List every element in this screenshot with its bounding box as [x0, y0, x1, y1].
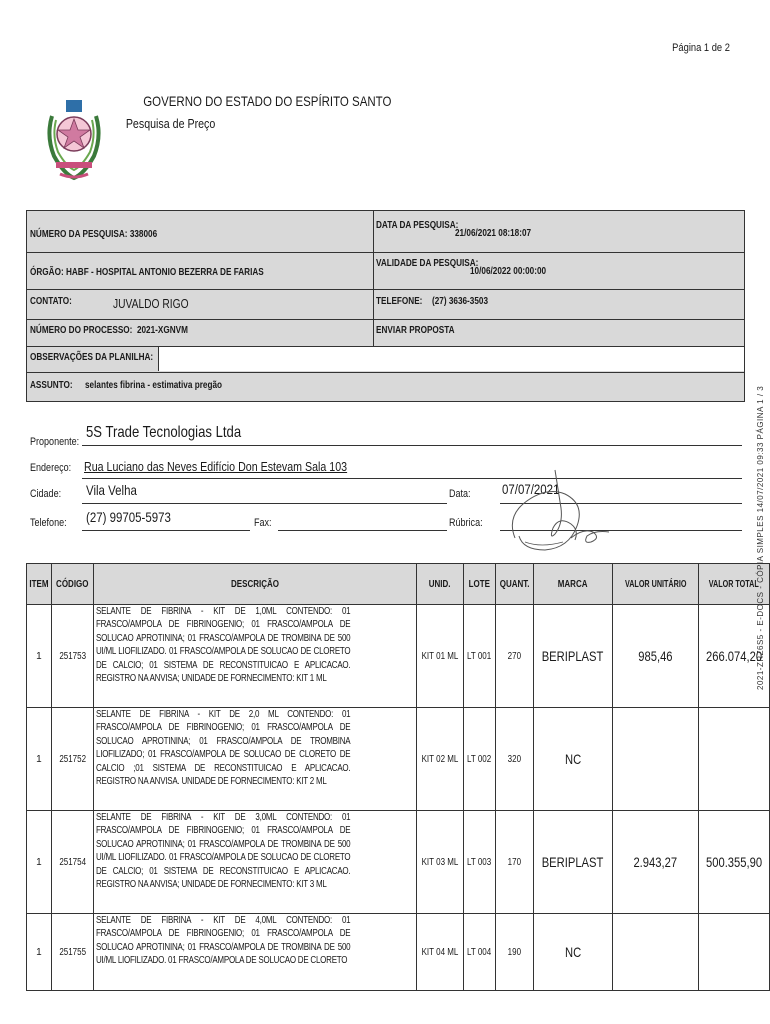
cell-codigo: 251753 [51, 605, 93, 708]
document-subtitle: Pesquisa de Preço [125, 116, 216, 131]
contato-label: CONTATO: [30, 295, 72, 307]
orgao-label: ÓRGÃO: HABF - HOSPITAL ANTONIO BEZERRA DE FARIAS [30, 266, 264, 278]
research-info-table [26, 210, 745, 402]
cell-item: 1 [27, 605, 52, 708]
cell-marca: NC [533, 708, 612, 811]
contato-value: JUVALDO RIGO [113, 297, 189, 311]
proponente-label: Proponente: [30, 436, 80, 448]
cell-codigo: 251755 [51, 914, 93, 991]
numero-label: NÚMERO DA PESQUISA: 338006 [30, 228, 158, 240]
cell-codigo: 251754 [51, 811, 93, 914]
col-header-valor-total: VALOR TOTAL [698, 564, 769, 605]
cell-valor-unitario: 985,46 [612, 605, 698, 708]
enviar-proposta-label: ENVIAR PROPOSTA [376, 324, 455, 336]
cell-marca: BERIPLAST [533, 811, 612, 914]
cidade-value: Vila Velha [86, 482, 137, 498]
validade-label: VALIDADE DA PESQUISA: [376, 257, 479, 269]
cell-descricao: SELANTE DE FIBRINA - KIT DE 4,0ML CONTENDO: 01 FRASCO/AMPOLA DE FIBRINOGENIO; 01 FRASCO/AMPOLA DE SOLUCAO APROTININA; 01 FRASCO/AMPOLA DE TROMBINA DE 500 UI/ML LIOFILIZADO. 01 FRASCO/AMPOLA DE SOLUCAO DE CLORETO [93, 914, 416, 991]
cell-descricao: SELANTE DE FIBRINA - KIT DE 3,0ML CONTENDO: 01 FRASCO/AMPOLA DE FIBRINOGENIO; 01 FRASCO/AMPOLA DE SOLUCAO APROTININA; 01 FRASCO/AMPOLA DE TROMBINA DE 500 UI/ML LIOFILIZADO. 01 FRASCO/AMPOLA DE SOLUCAO DE CLORETO DE CALCIO; 01 SISTEMA DE RECONSTITUICAO E APLICACAO. REGISTRO NA ANVISA; UNIDADE DE FORNECIMENTO: KIT 3 ML [93, 811, 416, 914]
data-pesquisa-label: DATA DA PESQUISA: [376, 219, 459, 231]
edocs-side-stamp: 2021-ZRZ6S5 - E-DOCS - CÓPIA SIMPLES 14/07/2021 09:33 PÁGINA 1 / 3 [756, 385, 765, 690]
fax-label: Fax: [254, 517, 272, 529]
assunto-label: ASSUNTO: [30, 379, 73, 391]
cell-marca: BERIPLAST [533, 605, 612, 708]
col-header-marca: MARCA [533, 564, 612, 605]
data-pesquisa-value: 21/06/2021 08:18:07 [455, 227, 532, 239]
cell-codigo: 251752 [51, 708, 93, 811]
cell-unid: KIT 02 ML [416, 708, 463, 811]
endereco-value: Rua Luciano das Neves Edifício Don Estevam Sala 103 [84, 459, 348, 474]
cell-lote: LT 004 [463, 914, 495, 991]
cell-descricao: SELANTE DE FIBRINA - KIT DE 2,0 ML CONTENDO: 01 FRASCO/AMPOLA DE FIBRINOGENIO; 01 FRASCO/AMPOLA DE SOLUCAO APROTININA; 01 FRASCO/AMPOLA DE TROMBINA LIOFILIZADO; 01 FRASCO/AMPOLA DE SOLUCAO DE CLORETO DE CALCIO ;01 SISTEMA DE RECONSTITUICAO E APLICACAO. REGISTRO NA ANVISA. UNIDADE DE FORNECIMENTO: KIT 2 ML [93, 708, 416, 811]
processo-value: 2021-XGNVM [136, 324, 188, 336]
observacoes-label: OBSERVAÇÕES DA PLANILHA: [30, 351, 154, 363]
telefone-value: (27) 3636-3503 [432, 295, 489, 307]
table-header-row [27, 564, 770, 605]
rubrica-label: Rúbrica: [449, 517, 483, 529]
col-header-descricao: DESCRIÇÃO [93, 564, 416, 605]
cell-valor-total [698, 708, 769, 811]
cell-lote: LT 002 [463, 708, 495, 811]
col-header-valor-unitario: VALOR UNITÁRIO [612, 564, 698, 605]
cell-quant: 320 [495, 708, 533, 811]
table-row [27, 811, 770, 914]
observacoes-field [158, 347, 744, 371]
signature-icon [505, 468, 615, 560]
cell-unid: KIT 03 ML [416, 811, 463, 914]
processo-label: NÚMERO DO PROCESSO: 2021-XGNVM [30, 324, 188, 336]
col-header-lote: LOTE [463, 564, 495, 605]
col-header-codigo: CÓDIGO [51, 564, 93, 605]
col-header-item: ITEM [27, 564, 52, 605]
cell-quant: 170 [495, 811, 533, 914]
cell-quant: 270 [495, 605, 533, 708]
validade-value: 10/06/2022 00:00:00 [470, 265, 547, 277]
cell-valor-unitario [612, 708, 698, 811]
table-row [27, 708, 770, 811]
numero-value: 338006 [129, 228, 158, 240]
telefone-form-label: Telefone: [30, 517, 67, 529]
proponente-value: 5S Trade Tecnologias Ltda [86, 424, 242, 441]
cell-unid: KIT 04 ML [416, 914, 463, 991]
cidade-label: Cidade: [30, 488, 62, 500]
endereco-label: Endereço: [30, 462, 72, 474]
cell-valor-unitario [612, 914, 698, 991]
cell-quant: 190 [495, 914, 533, 991]
cell-valor-total: 266.074,20 [698, 605, 769, 708]
government-title: GOVERNO DO ESTADO DO ESPÍRITO SANTO [143, 93, 392, 109]
page-number: Página 1 de 2 [672, 42, 730, 54]
cell-valor-total: 500.355,90 [698, 811, 769, 914]
coat-of-arms-icon [44, 86, 104, 182]
cell-descricao: SELANTE DE FIBRINA - KIT DE 1,0ML CONTENDO: 01 FRASCO/AMPOLA DE FIBRINOGENIO; 01 FRASCO/AMPOLA DE SOLUCAO APROTININA; 01 FRASCO/AMPOLA DE TROMBINA DE 500 UI/ML LIOFILIZADO. 01 FRASCO/AMPOLA DE SOLUCAO DE CLORETO DE CALCIO; 01 SISTEMA DE RECONSTITUICAO E APLICACAO. REGISTRO NA ANVISA; UNIDADE DE FORNECIMENTO: KIT 1 ML [93, 605, 416, 708]
cell-marca: NC [533, 914, 612, 991]
cell-item: 1 [27, 914, 52, 991]
data-label: Data: [449, 488, 471, 500]
telefone-form-value: (27) 99705-5973 [86, 509, 171, 525]
items-table [26, 563, 770, 991]
telefone-label: TELEFONE: [376, 295, 423, 307]
col-header-unid: UNID. [416, 564, 463, 605]
data-value: 07/07/2021 [502, 481, 560, 497]
table-row [27, 914, 770, 991]
cell-valor-total [698, 914, 769, 991]
table-row [27, 605, 770, 708]
cell-valor-unitario: 2.943,27 [612, 811, 698, 914]
assunto-value: selantes fibrina - estimativa pregão [85, 379, 223, 391]
cell-lote: LT 003 [463, 811, 495, 914]
orgao-value: HABF - HOSPITAL ANTONIO BEZERRA DE FARIAS [65, 266, 264, 278]
cell-item: 1 [27, 708, 52, 811]
cell-unid: KIT 01 ML [416, 605, 463, 708]
col-header-quant: QUANT. [495, 564, 533, 605]
cell-lote: LT 001 [463, 605, 495, 708]
cell-item: 1 [27, 811, 52, 914]
